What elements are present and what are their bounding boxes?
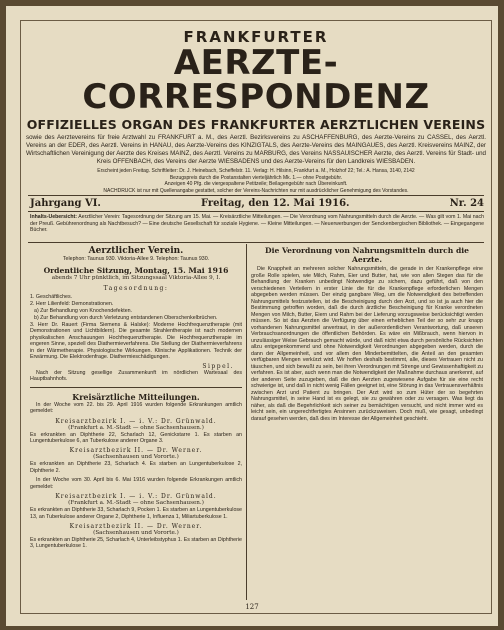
- kreis-subheading: (Frankfurt a. M.-Stadt — ohne Sachsenhausen.): [68, 500, 204, 507]
- meeting-note: Nach der Sitzung gesellige Zusammenkunft im nördlichen Wartesaal des Hauptbahnhofs.: [30, 369, 242, 383]
- divider: [28, 195, 484, 196]
- right-column: [251, 246, 483, 422]
- issue-date: Freitag, den 12. Mai 1916.: [200, 198, 350, 209]
- kreis-text: Es erkrankten an Diphtherie 25, Scharlach 4, Unterleibstyphus 1. Es starben an Diphtherie 3, Lungentuberkulose 1.: [30, 537, 242, 550]
- kreis-heading: Kreisarztbezirk I. — i. V.: Dr. Grünwald.: [55, 417, 217, 425]
- kreis-text: Es erkrankten an Diphtherie 22, Scharlach 12, Genickstarre 1. Es starben an Lungentuberkulose 6, an Tuberkulose anderer Organe 3.: [30, 431, 242, 444]
- verein-title: Aerztlicher Verein.: [88, 246, 184, 256]
- article-title: Die Verordnung von Nahrungsmitteln durch die Aerzte.: [265, 246, 469, 264]
- table-of-contents: [30, 214, 484, 234]
- list-item: 1. Geschäftliches.: [30, 293, 73, 300]
- kreis-title: Kreisärztliche Mitteilungen.: [72, 391, 200, 402]
- publication-line-3: Anzeigen 40 Pfg. die viergespaltene Petitzeile; Beilagengebühr nach Übereinkunft.: [164, 181, 348, 187]
- masthead-top: FRANKFURTER: [183, 28, 329, 46]
- list-item: a) Zur Behandlung von Knochendefekten.: [34, 307, 133, 314]
- masthead-organizations: sowie des Aerztevereins für freie Arztwahl zu FRANKFURT a. M., des Aerztl. Bezirksvereins zu ASCHAFFENBURG, des Aerzte-Vereins zu CASSEL, des Aerztl. Vereins an der EDER, des Aerztl. Vereins in HANAU, des Aerzte-Vereins des KINZIGTALS, des Aerzte-Vereins des MAINGAUES, des Aerztl. Kreisvereins MAINZ, der Wirtschaftlichen Vereinigung der Aerzte des Kreises MAINZ, des Aerztl. Vereins zu MARBURG, des Vereins NASSAUISCHER Aerzte, des Aerztl. Vereins für Stadt- und Kreis OFFENBACH, des Vereins der Aerzte WIESBADENS und des Aerzte-Vereins für den Landkreis WIESBADEN.: [26, 134, 486, 165]
- document-page: [6, 6, 498, 626]
- kreis-heading: Kreisarztbezirk II. — Dr. Werner.: [69, 447, 203, 455]
- publication-line-1: Erscheint jeden Freitag. Schriftleiter: Dr. J. Heinebach, Scheffelstr. 11. Verlag: H. Hilsinn, Frankfurt a. M., Holzhof 22; Tel.: A. Hansa, 3140, 2142: [97, 168, 415, 174]
- list-item: 2. Herr Lilienfeld: Demonstrationen.: [30, 300, 114, 307]
- agenda-list: [30, 294, 242, 361]
- kreis-heading: Kreisarztbezirk II. — Dr. Werner.: [69, 523, 203, 531]
- kreis-week-intro: In der Woche vom 30. April bis 6. Mai 1916 wurden folgende Erkrankungen amtlich gemeldet:: [30, 477, 242, 490]
- masthead: [26, 28, 486, 194]
- issue-number: Nr. 24: [449, 198, 484, 209]
- publication-line-4: NACHDRUCK ist nur mit Quellenangabe gestattet, solcher der Vereins-Nachrichten nur mit ausdrücklicher Genehmigung des Vorstandes.: [103, 187, 409, 194]
- kreis-heading: Kreisarztbezirk I. — i. V.: Dr. Grünwald.: [55, 493, 217, 501]
- list-item: b) Zur Behandlung von durch Verletzung entstandenen Oberschenkelbrüchen.: [34, 314, 218, 321]
- divider: [28, 211, 484, 212]
- tagesordnung-heading: Tagesordnung:: [103, 284, 169, 292]
- signature: Sippel.: [202, 362, 234, 370]
- column-rule: [246, 244, 247, 600]
- volume: Jahrgang VI.: [30, 198, 101, 209]
- toc-label: Inhalts-Uebersicht:: [30, 214, 77, 220]
- divider: [30, 387, 242, 388]
- kreis-subheading: (Sachsenhausen und Vororte.): [93, 454, 179, 461]
- article-body: Die Knappheit an mehreren solcher Nahrungsmitteln, die gerade in der Krankenpflege eine große Rolle spielen, wie Milch, Rahm, Eier und Butter, hat, wie von allen Stegen das für die Behandlung der Kranken unbedingt Notwendige zu sichern, dazu geführt, daß von den verschiedenen Verteilern in erster Linie die für die Krankenpflege erforderlichen Mengen abgegeben werden müssen. Der einzig gangbare Weg, um die Notwendigkeit des betreffenden Nahrungsmittels festzustellen, ist die Bescheinigung durch den Arzt, und so ist ja auch hier die Bestimmung getroffen worden, daß die durch ärztliche Bescheinigung für Kranke verordneten Mengen von Milch, Butter, Eiern und Rahm bei der Lieferung vorzugsweise berücksichtigt werden müssen. So ist das Aerzten die Verfügung über einen erheblichen Teil der so sehr zur knapp vorhandenen Nahrungsmittel anvertraut, in der außerordentlichen Verantwortung, daß unseren Verbrauchsanordnungen die öffentlichen Behörden. Es wäre ein Mißbrauch, wenn hiervon in unzulässiger Weise Gebrauch gemacht würde, und daß nicht etwa durch persönliche Rücksichten allzu entgegenkommend und ohne Notwendigkeit Verordnungen abgegeben werden, durch die dann der Allgemeinheit, und vor allem den Minderbemittelten, die Anteil an den gesamten verfügbaren Mengen verkürzt wird. Wir hoffen deshalb bestimmt, alle, dieses Vertrauen nicht zu täuschen, und sich bewußt zu sein, bei ihren Verordnungen mit Strenge und Gewissenhaftigkeit zu verfahren. Es ist aber, auch wenn man die Notwendigkeit der Maßnahme durchaus anerkennt, auf der anderen Seite zuzugeben, daß die den Aerzten zugewiesene Aufgabe für sie eine recht schwierige ist, und daß in nicht wenig Fällen geeignet ist, eine Störung in das Vertrauensverhältnis zwischen Arzt und Patient zu bringen. Der Arzt wird so zum Hüter der so begehrten Nahrungsmittel, in seine Hand ist es gelegt, sie zu gewähren oder zu versagen. Was liegt da näher, als daß die Begehrlichkeit sich seiner zu bemächtigen versucht, und nicht immer wird es leicht sein, ein ungerechtfertigtes Ansinnen zurückzuweisen. Doch muß, wie gesagt, unbedingt darauf gesehen werden, daß dies im Interesse der Allgemeinheit geschieht.: [251, 266, 483, 422]
- toc-text: Aerztlicher Verein: Tagesordnung der Sitzung am 15. Mai. — Kreisärztliche Mitteilungen. — Die Verordnung vom Nahrungsmitteln durch die Aerzte. — Was gilt vom 1. Mai nach der Preuß. Gebührenordnung als Nachtbesuch? — Eine deutsche Gesellschaft für soziale Hygiene. — Kleine Mitteilungen. — Neuerwerbungen der Senckenbergischen Bibliothek. — Eingegangene Bücher.: [30, 214, 484, 234]
- divider: [28, 242, 484, 243]
- kreis-text: Es erkrankten an Diphtherie 33, Scharlach 9, Pocken 1. Es starben an Lungentuberkulose 13, an Tuberkulose anderer Organe 2, Diphtherie 1, Influenza 1, Miliartuberkulose 1.: [30, 507, 242, 520]
- sitzung-title: Ordentliche Sitzung, Montag, 15. Mai 1916: [43, 265, 229, 275]
- kreis-subheading: (Frankfurt a. M.-Stadt — ohne Sachsenhausen.): [68, 424, 204, 431]
- masthead-subtitle: OFFIZIELLES ORGAN DES FRANKFURTER AERZTLICHEN VEREINS: [26, 117, 486, 132]
- sitzung-subtitle: abends 7 Uhr pünktlich, im Sitzungssaal Viktoria-Allee 9, I.: [51, 274, 221, 281]
- telephone-line: Telephon: Taunus 930. Viktoria-Allee 9. Telephon: Taunus 930.: [62, 256, 210, 262]
- publication-info: [26, 168, 486, 194]
- kreis-subheading: (Sachsenhausen und Vororte.): [93, 530, 179, 537]
- publication-line-2: Bezugspreis durch die Postanstalten vierteljährlich Mk. 1.— ohne Postgebühr.: [169, 174, 343, 181]
- kreis-text: Es erkrankten an Diphtherie 23, Scharlach 4. Es starben an Lungentuberkulose 2, Diphtherie 2.: [30, 461, 242, 474]
- masthead-title: AERZTE-CORRESPONDENZ: [82, 43, 430, 117]
- left-column: [30, 246, 242, 550]
- issue-line: [30, 198, 484, 209]
- list-item: 3. Herr Dr. Rauert (Firma Siemens & Halske): Moderne Hochfrequenztherapie (mit Demonstrationen und Lichtbildern). Die gesamte Strahlentherapie ist nach modernen physikalischen Anschauungen Hochfrequenztherapie. Die Hochfrequenztherapie im engeren Sinne, speziell des Diathermieverfahrens. Die Stellung der Diathermieverfahrens in der Wärmetherapie. Physiologische Wirkungen. Klinische Applikationen. Technik der Erwärmung. Die Elektrodenfrage. Diathermieschädigungen.: [30, 321, 242, 361]
- kreis-intro: In der Woche vom 22. bis 29. April 1916 wurden folgende Erkrankungen amtlich gemeldet:: [30, 401, 242, 415]
- page-number: 127: [245, 603, 259, 611]
